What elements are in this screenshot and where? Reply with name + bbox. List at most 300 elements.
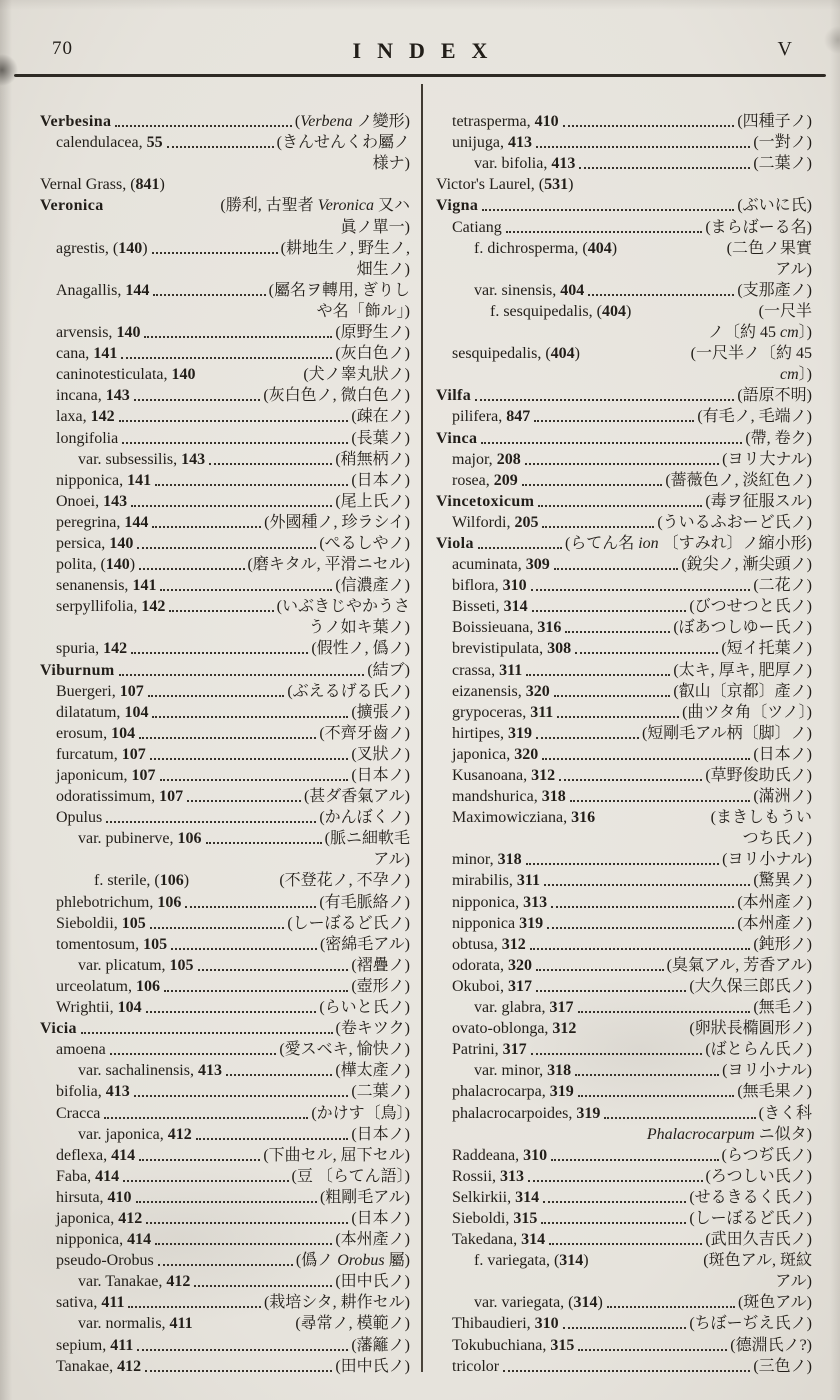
index-entry [436, 785, 812, 806]
entry-name: Takedana, 314 [452, 1231, 546, 1249]
entry-name: sepium, 411 [56, 1336, 134, 1354]
entry-name: tetrasperma, 410 [452, 113, 559, 131]
dot-leader [169, 609, 273, 612]
index-entry-continuation [40, 152, 410, 173]
dot-leader [121, 356, 332, 359]
index-entry [40, 764, 410, 785]
index-entry [436, 300, 812, 321]
index-entry [40, 553, 410, 574]
index-entry [40, 363, 410, 384]
index-entry [40, 785, 410, 806]
index-entry-continuation [436, 1270, 812, 1291]
entry-name: f. sesquipedalis, (404) [490, 302, 632, 320]
index-entry [436, 933, 812, 954]
index-entry [40, 574, 410, 595]
dot-leader [185, 905, 316, 908]
index-entry [40, 1228, 410, 1249]
entry-name: pilifera, 847 [452, 408, 531, 426]
entry-annotation: (短イ托葉ノ) [721, 640, 812, 658]
entry-name: sativa, 411 [56, 1294, 125, 1312]
dot-leader [563, 124, 735, 127]
index-entry [436, 1207, 812, 1228]
index-entry [40, 1017, 410, 1038]
entry-annotation: (鈍形ノ) [753, 935, 812, 953]
entry-name: hirsuta, 410 [56, 1188, 132, 1206]
index-entry [40, 680, 410, 701]
index-entry [40, 448, 410, 469]
entry-name: mirabilis, 311 [452, 872, 541, 890]
index-entry [40, 933, 410, 954]
entry-annotation: (尾上氏ノ) [335, 492, 410, 510]
index-entry [40, 1038, 410, 1059]
entry-annotation: (本州產ノ) [737, 914, 812, 932]
dot-leader [506, 230, 703, 233]
dot-leader [158, 1263, 293, 1266]
index-entry [436, 616, 812, 637]
entry-annotation: (屬名ヲ轉用, ぎりし [268, 281, 410, 299]
entry-name: bifolia, 413 [56, 1083, 130, 1101]
index-entry [40, 321, 410, 342]
entry-annotation: (疎在ノ) [351, 408, 410, 426]
entry-annotation: (四種子ノ) [737, 113, 812, 131]
index-entry [436, 215, 812, 236]
index-entry [40, 1059, 410, 1080]
entry-name: mandshurica, 318 [452, 788, 566, 806]
dot-leader [152, 251, 278, 254]
dot-leader [146, 1221, 348, 1224]
entry-name: Okuboi, 317 [452, 977, 532, 995]
index-entry [436, 869, 812, 890]
index-entry [436, 743, 812, 764]
index-entry [436, 806, 812, 827]
index-entry [436, 658, 812, 679]
entry-name: urceolatum, 106 [56, 977, 160, 995]
dot-leader [522, 483, 663, 486]
dot-leader [155, 483, 348, 486]
index-entry [40, 1144, 410, 1165]
entry-annotation: (かけす〔鳥〕) [311, 1104, 410, 1122]
index-entry-continuation [436, 827, 812, 848]
entry-annotation: (田中氏ノ) [335, 1273, 410, 1291]
entry-annotation: (斑色アル, 斑紋 [703, 1252, 812, 1270]
index-entry [436, 680, 812, 701]
entry-annotation: (本州產ノ) [335, 1231, 410, 1249]
entry-name: major, 208 [452, 450, 521, 468]
index-entry [40, 806, 410, 827]
entry-annotation: (一尺半 [758, 302, 812, 320]
entry-annotation: (叉狀ノ) [351, 745, 410, 763]
entry-name: agrestis, (140) [56, 239, 148, 257]
genus-name: Viola [436, 534, 474, 552]
entry-annotation: (まきしもうい [710, 809, 812, 827]
index-entry [40, 595, 410, 616]
entry-annotation: (いぶきじやかうさ [276, 598, 410, 616]
entry-annotation: (耕地生ノ, 野生ノ, [280, 239, 410, 257]
entry-annotation: (叡山〔京都〕產ノ) [673, 682, 812, 700]
dot-leader [503, 1369, 750, 1372]
index-entry-continuation [40, 258, 410, 279]
entry-annotation: (下曲セル, 屈下セル) [263, 1146, 410, 1164]
entry-annotation: (きく科 [758, 1104, 812, 1122]
entry-name: Wilfordi, 205 [452, 513, 539, 531]
entry-annotation: (曲ツタ角〔ツノ〕) [682, 703, 812, 721]
entry-name: f. variegata, (314) [474, 1252, 589, 1270]
index-entry [40, 701, 410, 722]
dot-leader [544, 883, 750, 886]
entry-name: spuria, 142 [56, 640, 128, 658]
index-entry [40, 1101, 410, 1122]
dot-leader [200, 379, 301, 380]
entry-name: minor, 318 [452, 851, 522, 869]
dot-leader [160, 588, 332, 591]
entry-annotation: (無毛果ノ) [737, 1083, 812, 1101]
entry-annotation: cm〕) [780, 366, 812, 384]
index-entry [436, 405, 812, 426]
entry-annotation: (ヨリ小ナル) [722, 851, 812, 869]
entry-annotation: アル) [373, 851, 410, 869]
index-entry [40, 131, 410, 152]
entry-name: Onoei, 143 [56, 492, 128, 510]
dot-leader [150, 757, 349, 760]
index-entry [436, 954, 812, 975]
dot-leader [131, 651, 308, 654]
dot-leader [119, 673, 365, 676]
dot-leader [549, 1242, 702, 1245]
dot-leader [531, 1052, 703, 1055]
entry-name: Raddeana, 310 [452, 1146, 548, 1164]
entry-annotation: (有毛ノ, 毛端ノ) [697, 408, 812, 426]
entry-name: japonicum, 107 [56, 767, 156, 784]
dot-leader [160, 778, 349, 781]
index-entry [436, 912, 812, 933]
dot-leader [577, 189, 809, 190]
index-entry [436, 722, 812, 743]
index-entry [40, 743, 410, 764]
entry-name: laxa, 142 [56, 408, 115, 426]
index-entry [436, 173, 812, 194]
entry-name: pseudo-Orobus [56, 1252, 154, 1270]
dot-leader [593, 1265, 701, 1266]
column-divider [421, 84, 423, 1372]
entry-name: Sieboldi, 315 [452, 1209, 538, 1227]
entry-name: var. Tanakae, 412 [78, 1273, 191, 1291]
dot-leader [536, 968, 664, 971]
dot-leader [131, 504, 332, 507]
entry-name: phlebotrichum, 106 [56, 893, 182, 911]
index-entry [436, 1291, 812, 1312]
dot-leader [531, 588, 751, 591]
dot-leader [164, 989, 348, 992]
dot-leader [579, 166, 750, 169]
index-entry [40, 173, 410, 194]
entry-annotation: (二花ノ) [753, 577, 812, 595]
entry-name: deflexa, 414 [56, 1146, 136, 1164]
entry-name: eizanensis, 320 [452, 682, 550, 700]
index-entry [40, 532, 410, 553]
index-entry [40, 1291, 410, 1312]
index-entry [40, 722, 410, 743]
dot-leader [482, 208, 734, 211]
dot-leader [478, 546, 562, 549]
entry-annotation: (無毛ノ) [753, 999, 812, 1017]
entry-name: japonica, 320 [452, 745, 539, 763]
index-entry [436, 194, 812, 215]
dot-leader [536, 736, 639, 739]
index-entry [40, 912, 410, 933]
entry-annotation: (壺形ノ) [351, 977, 410, 995]
entry-name: odorata, 320 [452, 956, 532, 974]
dot-leader [599, 822, 708, 823]
entry-annotation: (尋常ノ, 模範ノ) [295, 1315, 410, 1333]
dot-leader [193, 885, 276, 886]
genus-name: Vigna [436, 197, 479, 215]
entry-name: erosum, 104 [56, 724, 136, 742]
genus-name: Vincetoxicum [436, 492, 535, 510]
page-number: 70 [52, 38, 73, 59]
entry-name: Cracca [56, 1104, 101, 1122]
entry-annotation: (しーぼるど氏ノ) [287, 914, 410, 932]
dot-leader [198, 968, 349, 971]
entry-name: var. variegata, (314) [474, 1294, 603, 1312]
entry-name: brevistipulata, 308 [452, 640, 572, 658]
entry-name: Thibaudieri, 310 [452, 1315, 559, 1333]
index-entry [40, 279, 410, 300]
index-entry [436, 384, 812, 405]
entry-name: hirtipes, 319 [452, 724, 532, 742]
index-entry [436, 426, 812, 447]
index-entry [40, 1165, 410, 1186]
genus-name: Veronica [40, 197, 104, 215]
entry-name: calendulacea, 55 [56, 134, 163, 152]
dot-leader [197, 1328, 293, 1329]
dot-leader [81, 1031, 333, 1034]
entry-name: serpyllifolia, 142 [56, 598, 166, 616]
entry-annotation: (ぺるしやノ) [319, 534, 410, 552]
dot-leader [607, 1305, 735, 1308]
dot-leader [584, 358, 688, 359]
entry-annotation: 畑生ノ) [356, 260, 410, 278]
index-entry [436, 1186, 812, 1207]
entry-annotation: (不齊牙齒ノ) [319, 724, 410, 742]
dot-leader [169, 189, 407, 190]
entry-annotation: (粗剛毛アル) [319, 1188, 410, 1206]
entry-annotation: (らいと氏ノ) [319, 999, 410, 1017]
entry-annotation: アル) [775, 260, 812, 278]
entry-name: Tanakae, 412 [56, 1357, 142, 1375]
entry-annotation: (一對ノ) [753, 134, 812, 152]
index-entry [40, 194, 410, 215]
dot-leader [536, 989, 686, 992]
dot-leader [551, 905, 734, 908]
entry-name: biflora, 310 [452, 577, 527, 595]
entry-name: polita, (140) [56, 556, 136, 574]
dot-leader [542, 757, 750, 760]
index-entry [40, 827, 410, 848]
entry-annotation: (Verbena ノ變形) [294, 113, 410, 131]
entry-annotation: (ヨリ大ナル) [722, 450, 812, 468]
entry-annotation: (まらばーる名) [705, 218, 812, 236]
entry-name: caninotesticulata, 140 [56, 366, 196, 384]
entry-name: var. plicatum, 105 [78, 956, 194, 974]
entry-name: tricolor [452, 1357, 500, 1375]
entry-annotation: (日本ノ) [351, 471, 410, 489]
genus-name: Vilfa [436, 387, 472, 405]
index-entry [436, 890, 812, 911]
index-entry [436, 637, 812, 658]
dot-leader [108, 210, 218, 211]
entry-name: ovato-oblonga, 312 [452, 1020, 577, 1038]
entry-name: acuminata, 309 [452, 556, 550, 574]
index-entry [436, 131, 812, 152]
index-entry [436, 1080, 812, 1101]
dot-leader [226, 1073, 332, 1076]
entry-annotation: (短剛毛アル柄〔脚〕ノ) [641, 724, 812, 742]
index-entry [436, 110, 812, 131]
dot-leader [209, 462, 332, 465]
entry-name: var. sachalinensis, 413 [78, 1062, 222, 1080]
index-entry [40, 405, 410, 426]
entry-annotation: (ろつしい氏ノ) [705, 1167, 812, 1185]
entry-annotation: (密綿毛アル) [319, 935, 410, 953]
entry-annotation: (帶, 卷ク) [745, 429, 812, 447]
index-entry [436, 996, 812, 1017]
dot-leader [551, 1158, 718, 1161]
dot-leader [604, 1116, 755, 1119]
entry-name: senanensis, 141 [56, 577, 157, 595]
entry-name: nipponica, 414 [56, 1231, 152, 1249]
section-letter: V [777, 38, 792, 60]
entry-name: nipponica, 141 [56, 471, 152, 489]
dot-leader [526, 673, 670, 676]
entry-name: persica, 140 [56, 534, 134, 552]
dot-leader [110, 1052, 277, 1055]
dot-leader [152, 715, 348, 718]
entry-annotation: (語原不明) [737, 387, 812, 405]
genus-name: Verbesina [40, 113, 112, 131]
index-entry [436, 152, 812, 173]
entry-annotation: (ヨリ小ナル) [722, 1062, 812, 1080]
entry-annotation: (三色ノ) [753, 1357, 812, 1375]
index-entry [436, 342, 812, 363]
index-entry [436, 1333, 812, 1354]
entry-annotation: アル) [775, 1273, 812, 1291]
entry-annotation: や名「飾ル」) [316, 302, 410, 320]
entry-name: Selkirkii, 314 [452, 1188, 540, 1206]
header-rule [14, 74, 826, 77]
entry-name: amoena [56, 1041, 106, 1059]
dot-leader [528, 1179, 702, 1182]
entry-annotation: (卷キツク) [335, 1020, 410, 1038]
dot-leader [525, 462, 719, 465]
entry-name: nipponica, 313 [452, 893, 548, 911]
entry-annotation: (二葉ノ) [753, 155, 812, 173]
genus-name: Viburnum [40, 661, 115, 679]
index-entry [436, 237, 812, 258]
index-entry [40, 1207, 410, 1228]
entry-annotation: (原野生ノ) [335, 324, 410, 342]
index-entry-continuation [40, 300, 410, 321]
dot-leader [206, 841, 322, 844]
index-entry [40, 869, 410, 890]
entry-annotation: (磨キタル, 平滑ニセル) [247, 556, 410, 574]
index-entry [436, 1312, 812, 1333]
dot-leader [187, 799, 301, 802]
entry-annotation: (らてん名 ion 〔すみれ〕ノ縮小形) [565, 534, 812, 552]
dot-leader [106, 820, 316, 823]
entry-annotation: (日本ノ) [753, 745, 812, 763]
entry-name: obtusa, 312 [452, 935, 526, 953]
index-entry-continuation [436, 363, 812, 384]
entry-annotation: (豆 〔らてん語〕) [291, 1167, 410, 1185]
entry-annotation: (愛スベキ, 愉快ノ) [279, 1041, 410, 1059]
entry-name: var. glabra, 317 [474, 999, 574, 1017]
entry-name: rosea, 209 [452, 471, 518, 489]
entry-annotation: (草野俊助氏ノ) [705, 767, 812, 784]
entry-name: unijuga, 413 [452, 134, 532, 152]
index-entry [436, 1355, 812, 1376]
dot-leader [153, 293, 265, 296]
index-entry [436, 574, 812, 595]
entry-annotation: (日本ノ) [351, 1125, 410, 1143]
entry-annotation: (大久保三郎氏ノ) [689, 977, 812, 995]
index-entry [40, 511, 410, 532]
entry-annotation: (二葉ノ) [351, 1083, 410, 1101]
dot-leader [543, 1200, 686, 1203]
entry-annotation: (きんせんくわ屬ノ [276, 134, 410, 152]
dot-leader [554, 567, 679, 570]
entry-annotation: (勝利, 古聖者 Veronica 又ハ [220, 197, 410, 215]
dot-leader [580, 1033, 686, 1034]
entry-annotation: (外國種ノ, 珍ラシイ) [264, 513, 410, 531]
entry-annotation: (ばとらん氏ノ) [705, 1041, 812, 1059]
index-entry [436, 553, 812, 574]
dot-leader [152, 525, 261, 528]
entry-annotation: (德淵氏ノ?) [730, 1336, 812, 1354]
index-entry [436, 490, 812, 511]
dot-leader [155, 1242, 332, 1245]
entry-annotation: (甚ダ香氣アル) [303, 788, 410, 806]
index-entry [436, 595, 812, 616]
dot-leader [134, 398, 261, 401]
dot-leader [536, 145, 750, 148]
index-title: INDEX [352, 38, 504, 63]
entry-annotation: (犬ノ睾丸狀ノ) [303, 366, 410, 384]
dot-leader [575, 651, 718, 654]
entry-name: Boissieuana, 316 [452, 619, 562, 637]
entry-name: dilatatum, 104 [56, 703, 149, 721]
entry-annotation: (太キ, 厚キ, 肥厚ノ) [673, 661, 812, 679]
index-entry [40, 890, 410, 911]
left-column [40, 110, 410, 1376]
entry-annotation: (結ブ) [367, 661, 410, 679]
dot-leader [542, 525, 654, 528]
dot-leader [196, 1137, 349, 1140]
dot-leader [557, 715, 679, 718]
entry-annotation: (有毛脈絡ノ) [319, 893, 410, 911]
entry-annotation: (驚異ノ) [753, 872, 812, 890]
dot-leader [554, 694, 671, 697]
entry-name: arvensis, 140 [56, 324, 141, 342]
entry-name: Bisseti, 314 [452, 598, 528, 616]
index-entry [40, 1312, 410, 1333]
index-entry [436, 279, 812, 300]
entry-name: Sieboldii, 105 [56, 914, 146, 932]
index-entry-continuation [40, 215, 410, 236]
entry-annotation: (樺太產ノ) [335, 1062, 410, 1080]
entry-name: f. dichrosperma, (404) [474, 239, 618, 257]
entry-annotation: (二色ノ果實 [726, 239, 812, 257]
dot-leader [547, 926, 734, 929]
